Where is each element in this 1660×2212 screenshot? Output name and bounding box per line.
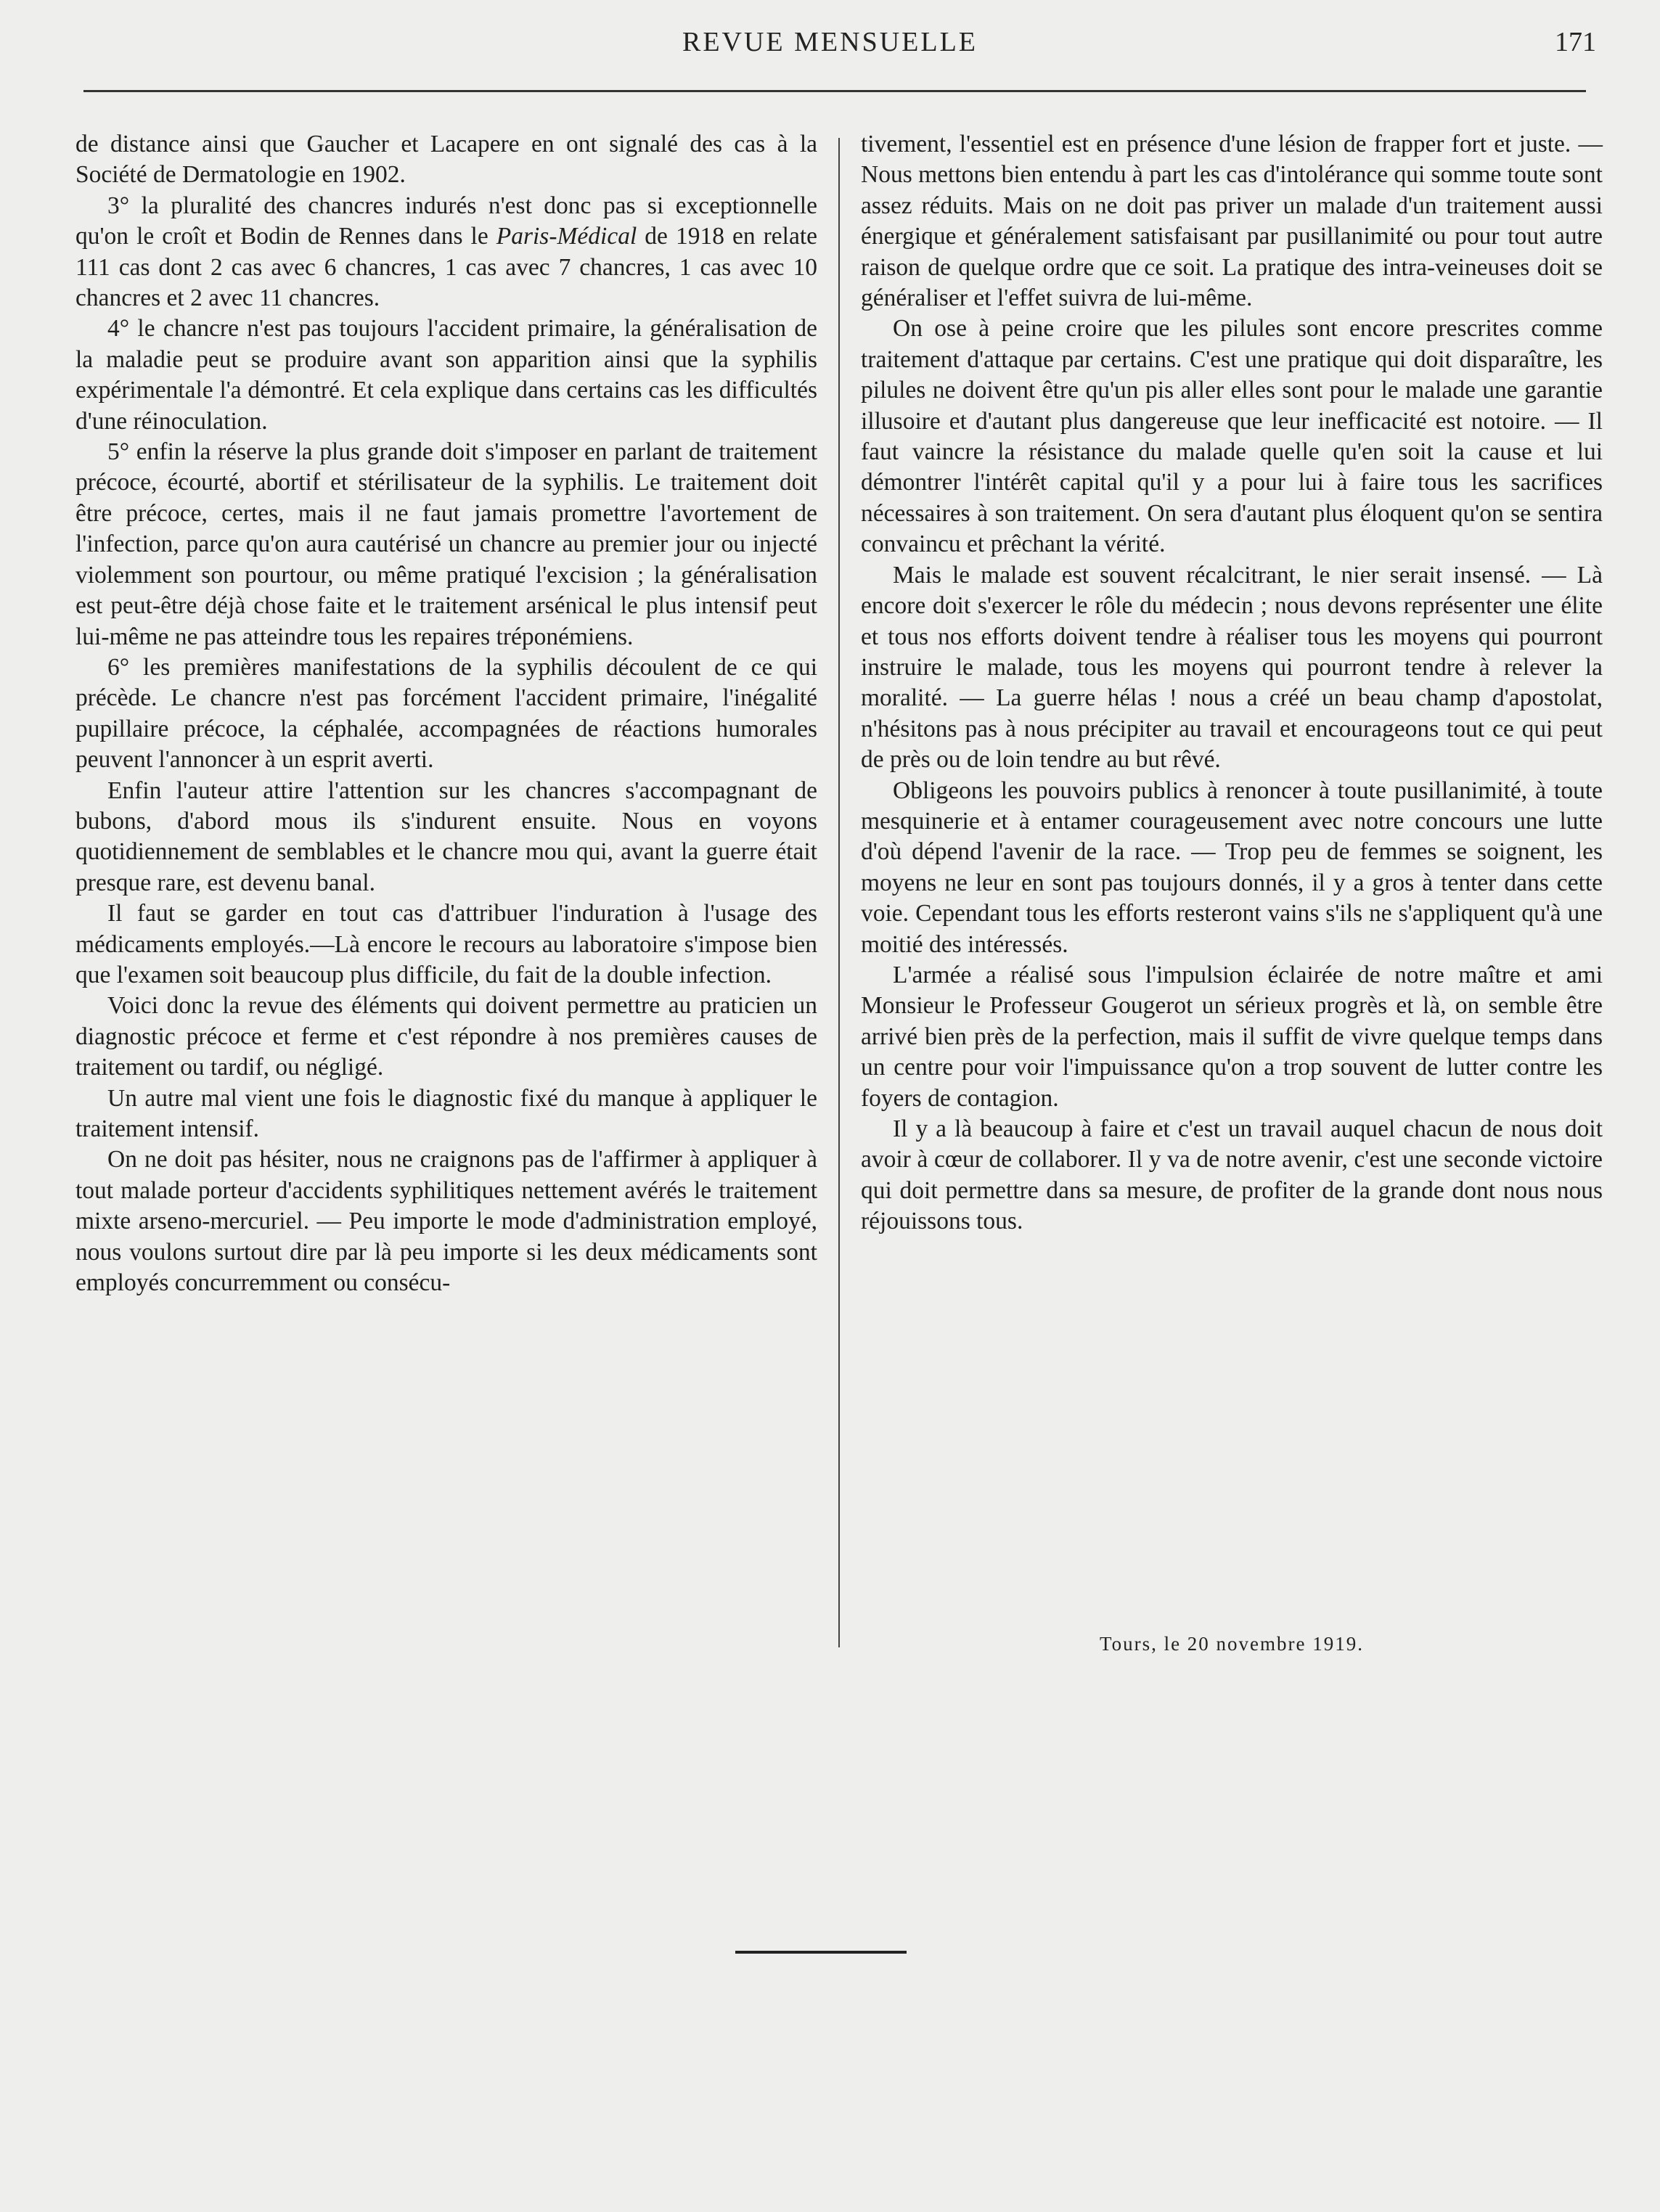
paragraph: Il faut se garder en tout cas d'attribuer l'induration à l'usage des médicaments employés.—Là encore le recours au laboratoire s'impose bien que l'examen soit beaucoup plus difficile, du fait de la double infection. [75,900,817,988]
paragraph-text: 3° la pluralité des chancres indurés n'est donc pas si exceptionnelle qu'on le croît et Bodin de Rennes dans le [75,192,817,250]
paragraph: Enfin l'auteur attire l'attention sur les chancres s'accompagnant de bubons, d'abord mous ils s'indurent ensuite. Nous en voyons quotidiennement de semblables et le chancre mou qui, avant la guerre était presque rare, est devenu banal. [75,777,817,896]
paragraph: tivement, l'essentiel est en présence d'une lésion de frapper fort et juste. — Nous mettons bien entendu à part les cas d'intolérance qui somme toute sont assez réduits. Mais on ne doit pas priver un malade d'un traitement aussi énergique et généralement satisfaisant par pusillanimité ou pour tout autre raison de quelque ordre que ce soit. La pratique des intra-veineuses doit se généraliser et l'effet suivra de lui-même. [861,131,1603,312]
paragraph: de distance ainsi que Gaucher et Lacapere en ont signalé des cas à la Société de Dermatologie en 1902. [75,131,817,189]
paragraph: Mais le malade est souvent récalcitrant, le nier serait insensé. — Là encore doit s'exercer le rôle du médecin ; nous devons représenter une élite et tous nos efforts doivent tendre à réaliser tous les moyens qui pourront instruire le malade, tous les moyens qui pourront tendre à relever la moralité. — La guerre hélas ! nous a créé un beau champ d'apostolat, n'hésitons pas à nous précipiter au travail et encourageons tout ce qui peut de près ou de loin tendre au but rêvé. [861,561,1603,774]
journal-title: REVUE MENSUELLE [682,27,978,57]
paragraph: 4° le chancre n'est pas toujours l'accident primaire, la généralisation de la maladie peut se produire avant son apparition ainsi que la syphilis expérimentale l'a démontré. Et cela explique dans certains cas les difficultés d'une réinoculation. [75,315,817,435]
paragraph: 5° enfin la réserve la plus grande doit s'imposer en parlant de traitement précoce, écourté, abortif et stérilisateur de la syphilis. Le traitement doit être précoce, certes, mais il ne faut jamais promettre l'avortement de l'infection, parce qu'on aura cautérisé un chancre au premier jour ou injecté violemment son pourtour, ou même pratiqué l'excision ; la généralisation est peut-être déjà chose faite et le traitement arsénical le plus intensif peut lui-même ne pas atteindre tous les repaires tréponémiens. [75,438,817,650]
end-rule [735,1951,907,1954]
running-head [0,26,1660,62]
paragraph: On ose à peine croire que les pilules sont encore prescrites comme traitement d'attaque par certains. C'est une pratique qui doit disparaître, les pilules ne doivent être qu'un pis aller elles sont pour le malade une garantie illusoire et d'autant plus dangereuse que leur inefficacité est notoire. — Il faut vaincre la résistance du malade quelle qu'en soit la cause et lui démontrer l'intérêt capital qu'il y a pour lui à faire tous les sacrifices nécessaires à son traitement. On sera d'autant plus éloquent qu'on se sentira convaincu et prêchant la vérité. [861,315,1603,558]
paragraph [75,191,817,314]
paragraph: Obligeons les pouvoirs publics à renoncer à toute pusillanimité, à toute mesquinerie et à entamer courageusement avec notre concours une lutte d'où dépend l'avenir de la race. — Trop peu de femmes se soignent, les moyens ne leur en sont pas toujours donnés, il y a gros à tenter dans cette voie. Cependant tous les efforts resteront vains s'ils ne s'appliquent qu'à une moitié des intéressés. [861,777,1603,958]
page-number: 171 [1555,27,1596,57]
dateline: Tours, le 20 novembre 1919. [1099,1633,1365,1655]
paragraph: Voici donc la revue des éléments qui doivent permettre au praticien un diagnostic précoce et ferme et c'est répondre à nos premières causes de traitement ou tardif, ou négligé. [75,992,817,1081]
paragraph: On ne doit pas hésiter, nous ne craignons pas de l'affirmer à appliquer à tout malade porteur d'accidents syphilitiques nettement avérés le traitement mixte arseno-mercuriel. — Peu importe le mode d'administration employé, nous voulons surtout dire par là peu importe si les deux médicaments sont employés concurremment ou consécu- [75,1146,817,1297]
left-column [75,129,817,1298]
paragraph: Un autre mal vient une fois le diagnostic fixé du manque à appliquer le traitement intensif. [75,1084,817,1142]
paragraph: L'armée a réalisé sous l'impulsion éclairée de notre maître et ami Monsieur le Professeur Gougerot un sérieux progrès et là, on semble être arrivé bien près de la perfection, mais il suffit de vivre quelque temps dans un centre pour voir l'impuissance qu'on a trop souvent de lutter contre les foyers de contagion. [861,961,1603,1112]
paragraph-text: de 1918 en relate 111 cas dont 2 cas avec 6 chancres, 1 cas avec 7 chancres, 1 cas avec 10 chancres et 2 avec 11 chancres. [75,223,817,312]
column-divider [838,138,840,1647]
paragraph: 6° les premières manifestations de la syphilis découlent de ce qui précède. Le chancre n'est pas forcément l'accident primaire, l'inégalité pupillaire précoce, la céphalée, accompagnées de réactions humorales peuvent l'annoncer à un esprit averti. [75,653,817,774]
header-rule [83,90,1586,92]
paragraph: Il y a là beaucoup à faire et c'est un travail auquel chacun de nous doit avoir à cœur de collaborer. Il y va de notre avenir, c'est une seconde victoire qui doit permettre dans sa mesure, de profiter de la grande dont nous nous réjouissons tous. [861,1115,1603,1235]
right-column [861,129,1603,1237]
journal-reference: Paris-Médical [496,223,637,250]
